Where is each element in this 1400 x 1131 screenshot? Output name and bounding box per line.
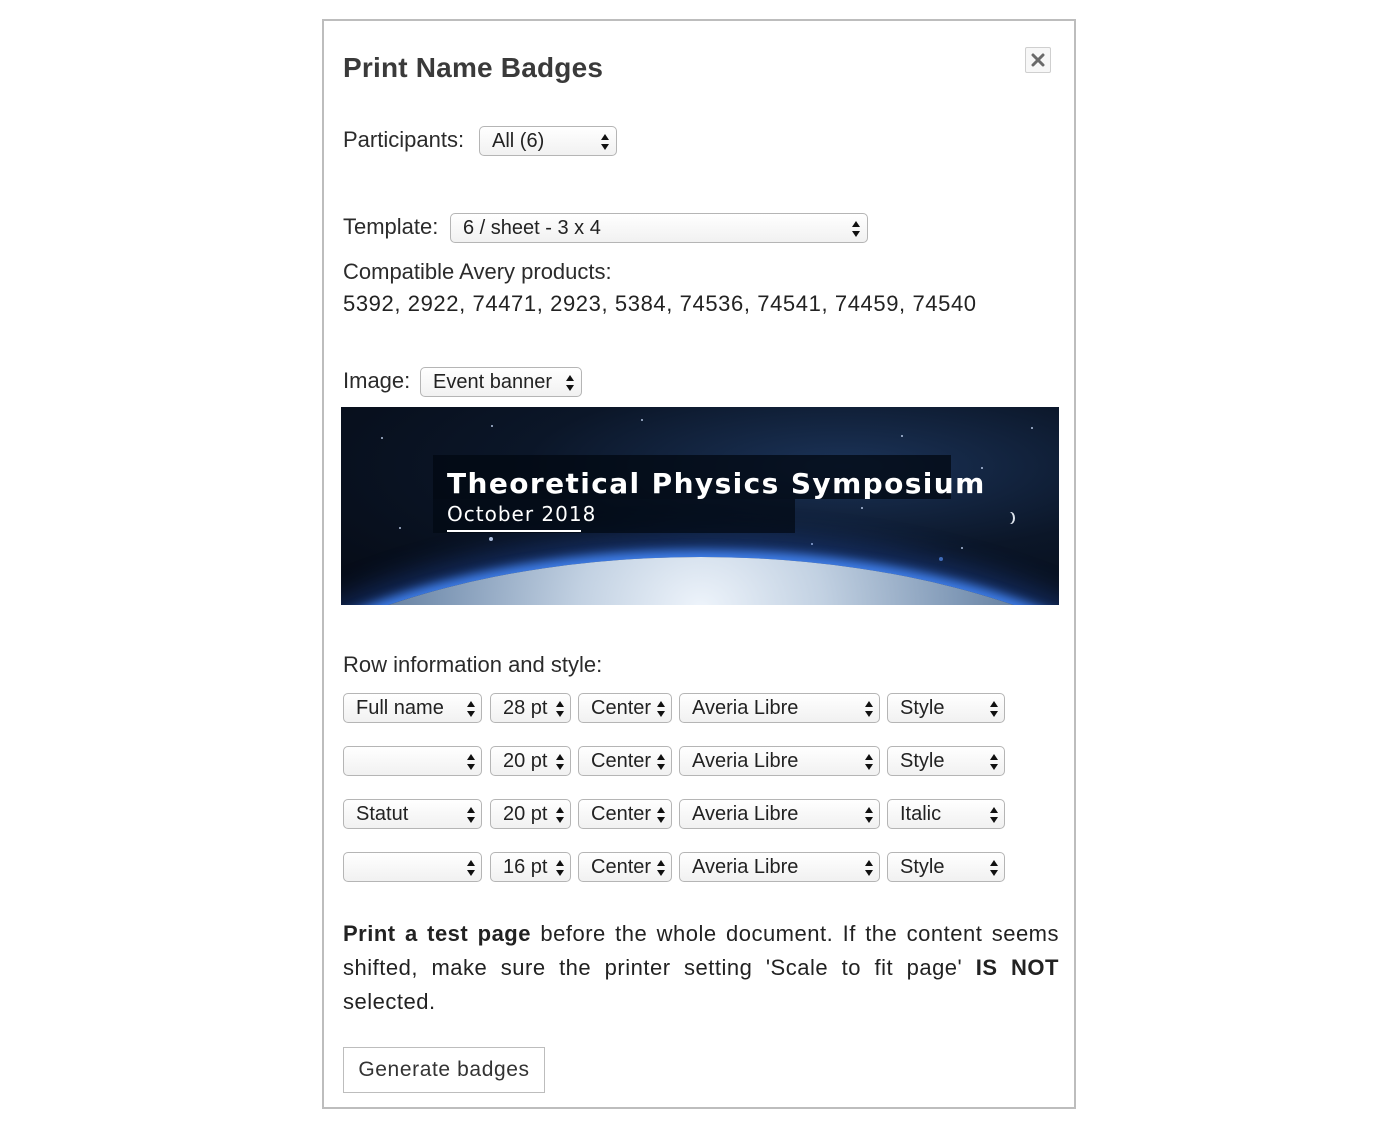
row-field-select[interactable] bbox=[343, 746, 482, 776]
compatible-products-label: Compatible Avery products: bbox=[343, 259, 612, 284]
generate-badges-button[interactable]: Generate badges bbox=[343, 1047, 545, 1093]
select-arrows-icon bbox=[555, 700, 565, 718]
row-size-value: 16 pt bbox=[503, 856, 548, 878]
select-arrows-icon bbox=[989, 753, 999, 771]
select-arrows-icon bbox=[989, 700, 999, 718]
close-button[interactable] bbox=[1025, 47, 1051, 73]
print-badges-dialog bbox=[322, 19, 1076, 1109]
earth-horizon bbox=[341, 557, 1059, 605]
row-style-value: Italic bbox=[900, 803, 942, 825]
participants-select[interactable] bbox=[479, 126, 617, 156]
row-font-value: Averia Libre bbox=[692, 750, 799, 772]
select-arrows-icon bbox=[864, 859, 874, 877]
select-arrows-icon bbox=[466, 700, 476, 718]
select-arrows-icon bbox=[989, 859, 999, 877]
select-arrows-icon bbox=[656, 700, 666, 718]
row-field-select[interactable] bbox=[343, 693, 482, 723]
row-align-select[interactable] bbox=[578, 852, 672, 882]
select-arrows-icon bbox=[656, 859, 666, 877]
dialog-title: Print Name Badges bbox=[343, 52, 604, 83]
participants-value: All (6) bbox=[492, 130, 545, 152]
select-arrows-icon bbox=[864, 700, 874, 718]
select-arrows-icon bbox=[555, 859, 565, 877]
select-arrows-icon bbox=[864, 806, 874, 824]
compatible-products-list: 5392, 2922, 74471, 2923, 5384, 74536, 74541, 74459, 74540 bbox=[343, 291, 977, 316]
row-info-label: Row information and style: bbox=[343, 652, 603, 677]
banner-title: Theoretical Physics Symposium bbox=[447, 467, 986, 500]
template-value: 6 / sheet - 3 x 4 bbox=[463, 217, 601, 239]
image-label: Image: bbox=[343, 368, 411, 393]
select-arrows-icon bbox=[466, 859, 476, 877]
select-arrows-icon bbox=[565, 374, 575, 392]
select-arrows-icon bbox=[600, 133, 610, 151]
moon-shape bbox=[1005, 512, 1013, 524]
print-notice bbox=[343, 917, 1059, 1019]
row-style-select[interactable] bbox=[887, 693, 1005, 723]
row-field-value: Full name bbox=[356, 697, 444, 719]
row-style-value: Style bbox=[900, 697, 945, 719]
row-align-value: Center bbox=[591, 856, 652, 878]
row-size-value: 20 pt bbox=[503, 750, 548, 772]
notice-bold-2: IS NOT bbox=[975, 955, 1059, 980]
row-style-value: Style bbox=[900, 750, 945, 772]
row-font-value: Averia Libre bbox=[692, 856, 799, 878]
template-select[interactable] bbox=[450, 213, 868, 243]
event-banner-image bbox=[341, 407, 1059, 605]
banner-subtitle: October 2018 bbox=[447, 502, 597, 526]
notice-bold-1: Print a test page bbox=[343, 921, 531, 946]
row-align-value: Center bbox=[591, 697, 652, 719]
select-arrows-icon bbox=[851, 220, 861, 238]
row-font-value: Averia Libre bbox=[692, 803, 799, 825]
banner-underline bbox=[447, 530, 581, 532]
select-arrows-icon bbox=[466, 806, 476, 824]
participants-label: Participants: bbox=[343, 127, 465, 152]
row-font-select[interactable] bbox=[679, 746, 880, 776]
row-field-select[interactable] bbox=[343, 799, 482, 829]
row-size-value: 28 pt bbox=[503, 697, 548, 719]
row-align-value: Center bbox=[591, 803, 652, 825]
row-font-value: Averia Libre bbox=[692, 697, 799, 719]
notice-text-2: selected. bbox=[343, 989, 436, 1014]
close-x-icon bbox=[1031, 53, 1045, 67]
row-size-value: 20 pt bbox=[503, 803, 548, 825]
row-field-value: Statut bbox=[356, 803, 409, 825]
row-style-value: Style bbox=[900, 856, 945, 878]
row-align-select[interactable] bbox=[578, 693, 672, 723]
row-font-select[interactable] bbox=[679, 799, 880, 829]
row-align-select[interactable] bbox=[578, 746, 672, 776]
select-arrows-icon bbox=[466, 753, 476, 771]
row-font-select[interactable] bbox=[679, 852, 880, 882]
row-style-select[interactable] bbox=[887, 852, 1005, 882]
row-align-select[interactable] bbox=[578, 799, 672, 829]
select-arrows-icon bbox=[656, 806, 666, 824]
notice-text-1: before the whole document. If the content seems shifted, make sure the printer setting 'Scale to fit page' bbox=[343, 921, 1060, 980]
select-arrows-icon bbox=[864, 753, 874, 771]
select-arrows-icon bbox=[989, 806, 999, 824]
select-arrows-icon bbox=[555, 806, 565, 824]
select-arrows-icon bbox=[656, 753, 666, 771]
row-style-select[interactable] bbox=[887, 799, 1005, 829]
row-size-select[interactable] bbox=[490, 693, 571, 723]
image-select[interactable] bbox=[420, 367, 582, 397]
row-size-select[interactable] bbox=[490, 852, 571, 882]
image-value: Event banner bbox=[433, 371, 552, 393]
row-align-value: Center bbox=[591, 750, 652, 772]
row-size-select[interactable] bbox=[490, 746, 571, 776]
row-field-select[interactable] bbox=[343, 852, 482, 882]
row-size-select[interactable] bbox=[490, 799, 571, 829]
row-font-select[interactable] bbox=[679, 693, 880, 723]
row-style-select[interactable] bbox=[887, 746, 1005, 776]
template-label: Template: bbox=[343, 214, 439, 239]
select-arrows-icon bbox=[555, 753, 565, 771]
